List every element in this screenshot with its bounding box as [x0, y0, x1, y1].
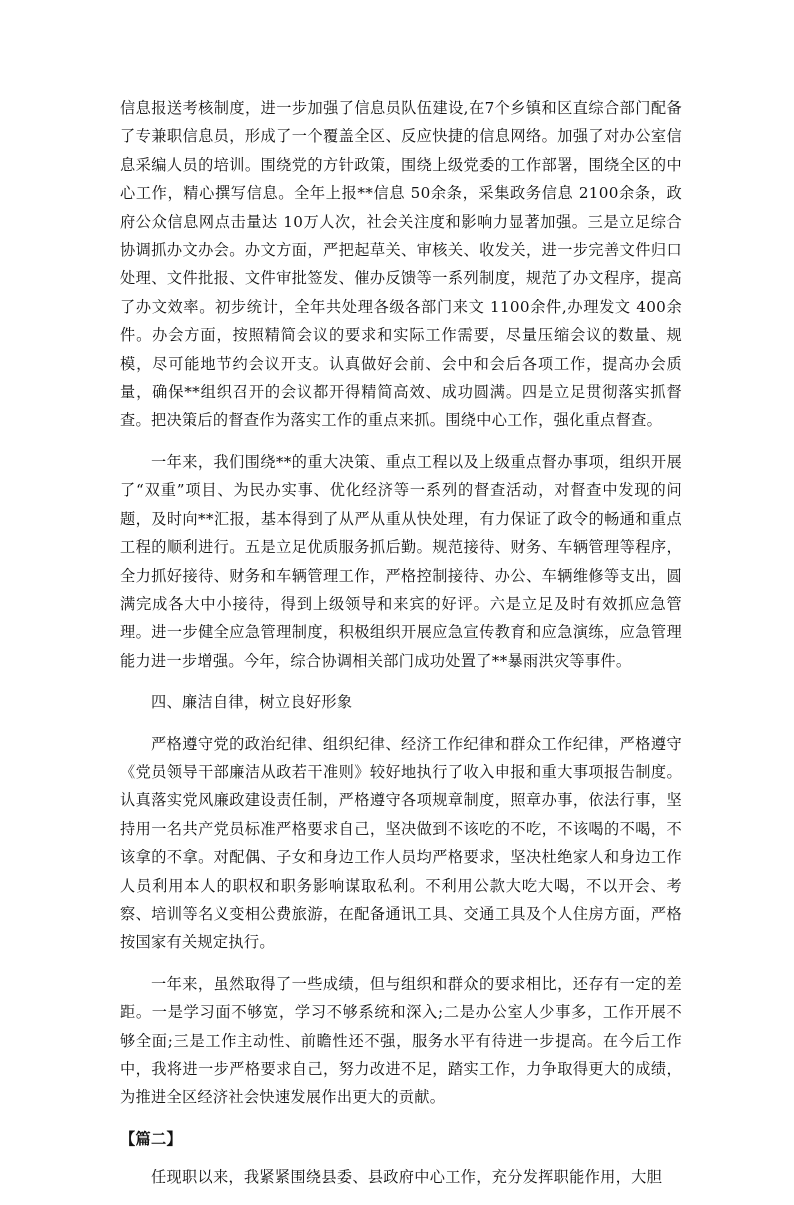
document-page — [120, 94, 682, 1205]
section-heading: 四、廉洁自律，树立良好形象 — [151, 693, 353, 712]
body-paragraph-1: 信息报送考核制度，进一步加强了信息员队伍建设,在7个乡镇和区直综合部门配备了专兼职信息员，形成了一个覆盖全区、反应快捷的信息网络。加强了对办公室信息采编人员的培训。围绕党的方针政策，围绕上级党委的工作部署，围绕全区的中心工作，精心撰写信息。全年上报**信息 50余条，采集政务信息 2100余条，政府公众信息网点击量达 10万人次，社会关注度和影响力显著加强。三是立足综合协调抓办文办会。办文方面，严把起草关、审核关、收发关，进一步完善文件归口处理、文件批报、文件审批签发、催办反馈等一系列制度，规范了办文程序，提高了办文效率。初步统计，全年共处理各级各部门来文 1100余件,办理发文 400余件。办会方面，按照精简会议的要求和实际工作需要，尽量压缩会议的数量、规模，尽可能地节约会议开支。认真做好会前、会中和会后各项工作，提高办会质量，确保**组织召开的会议都开得精简高效、成功圆满。四是立足贯彻落实抓督查。把决策后的督查作为落实工作的重点来抓。围绕中心工作，强化重点督查。 — [120, 99, 682, 430]
body-paragraph-4: 一年来，虽然取得了一些成绩，但与组织和群众的要求相比，还存有一定的差距。一是学习面不够宽，学习不够系统和深入;二是办公室人少事多，工作开展不够全面;三是工作主动性、前瞻性还不强，服务水平有待进一步提高。在今后工作中，我将进一步严格要求自己，努力改进不足，踏实工作，力争取得更大的成绩，为推进全区经济社会快速发展作出更大的贡献。 — [120, 974, 682, 1107]
body-paragraph-2: 一年来，我们围绕**的重大决策、重点工程以及上级重点督办事项，组织开展了“双重”项目、为民办实事、优化经济等一系列的督查活动，对督查中发现的问题，及时向**汇报，基本得到了从严从重从快处理，有力保证了政令的畅通和重点工程的顺利进行。五是立足优质服务抓后勤。规范接待、财务、车辆管理等程序，全力抓好接待、财务和车辆管理工作，严格控制接待、办公、车辆维修等支出，圆满完成各大中小接待，得到上级领导和来宾的好评。六是立足及时有效抓应急管理。进一步健全应急管理制度，积极组织开展应急宣传教育和应急演练，应急管理能力进一步增强。今年，综合协调相关部门成功处置了**暴雨洪灾等事件。 — [120, 452, 682, 670]
body-paragraph-3: 严格遵守党的政治纪律、组织纪律、经济工作纪律和群众工作纪律，严格遵守《党员领导干部廉洁从政若干准则》较好地执行了收入申报和重大事项报告制度。认真落实党风廉政建设责任制，严格遵守各项规章制度，照章办事，依法行事，坚持用一名共产党员标准严格要求自己，坚决做到不该吃的不吃，不该喝的不喝，不该拿的不拿。对配偶、子女和身边工作人员均严格要求，坚决杜绝家人和身边工作人员利用本人的职权和职务影响谋取私利。不利用公款大吃大喝，不以开会、考察、培训等名义变相公费旅游，在配备通讯工具、交通工具及个人住房方面，严格按国家有关规定执行。 — [120, 734, 682, 952]
chapter-marker: 【篇二】 — [120, 1129, 182, 1148]
body-paragraph-5: 任现职以来，我紧紧围绕县委、县政府中心工作，充分发挥职能作用，大胆 — [151, 1168, 663, 1187]
